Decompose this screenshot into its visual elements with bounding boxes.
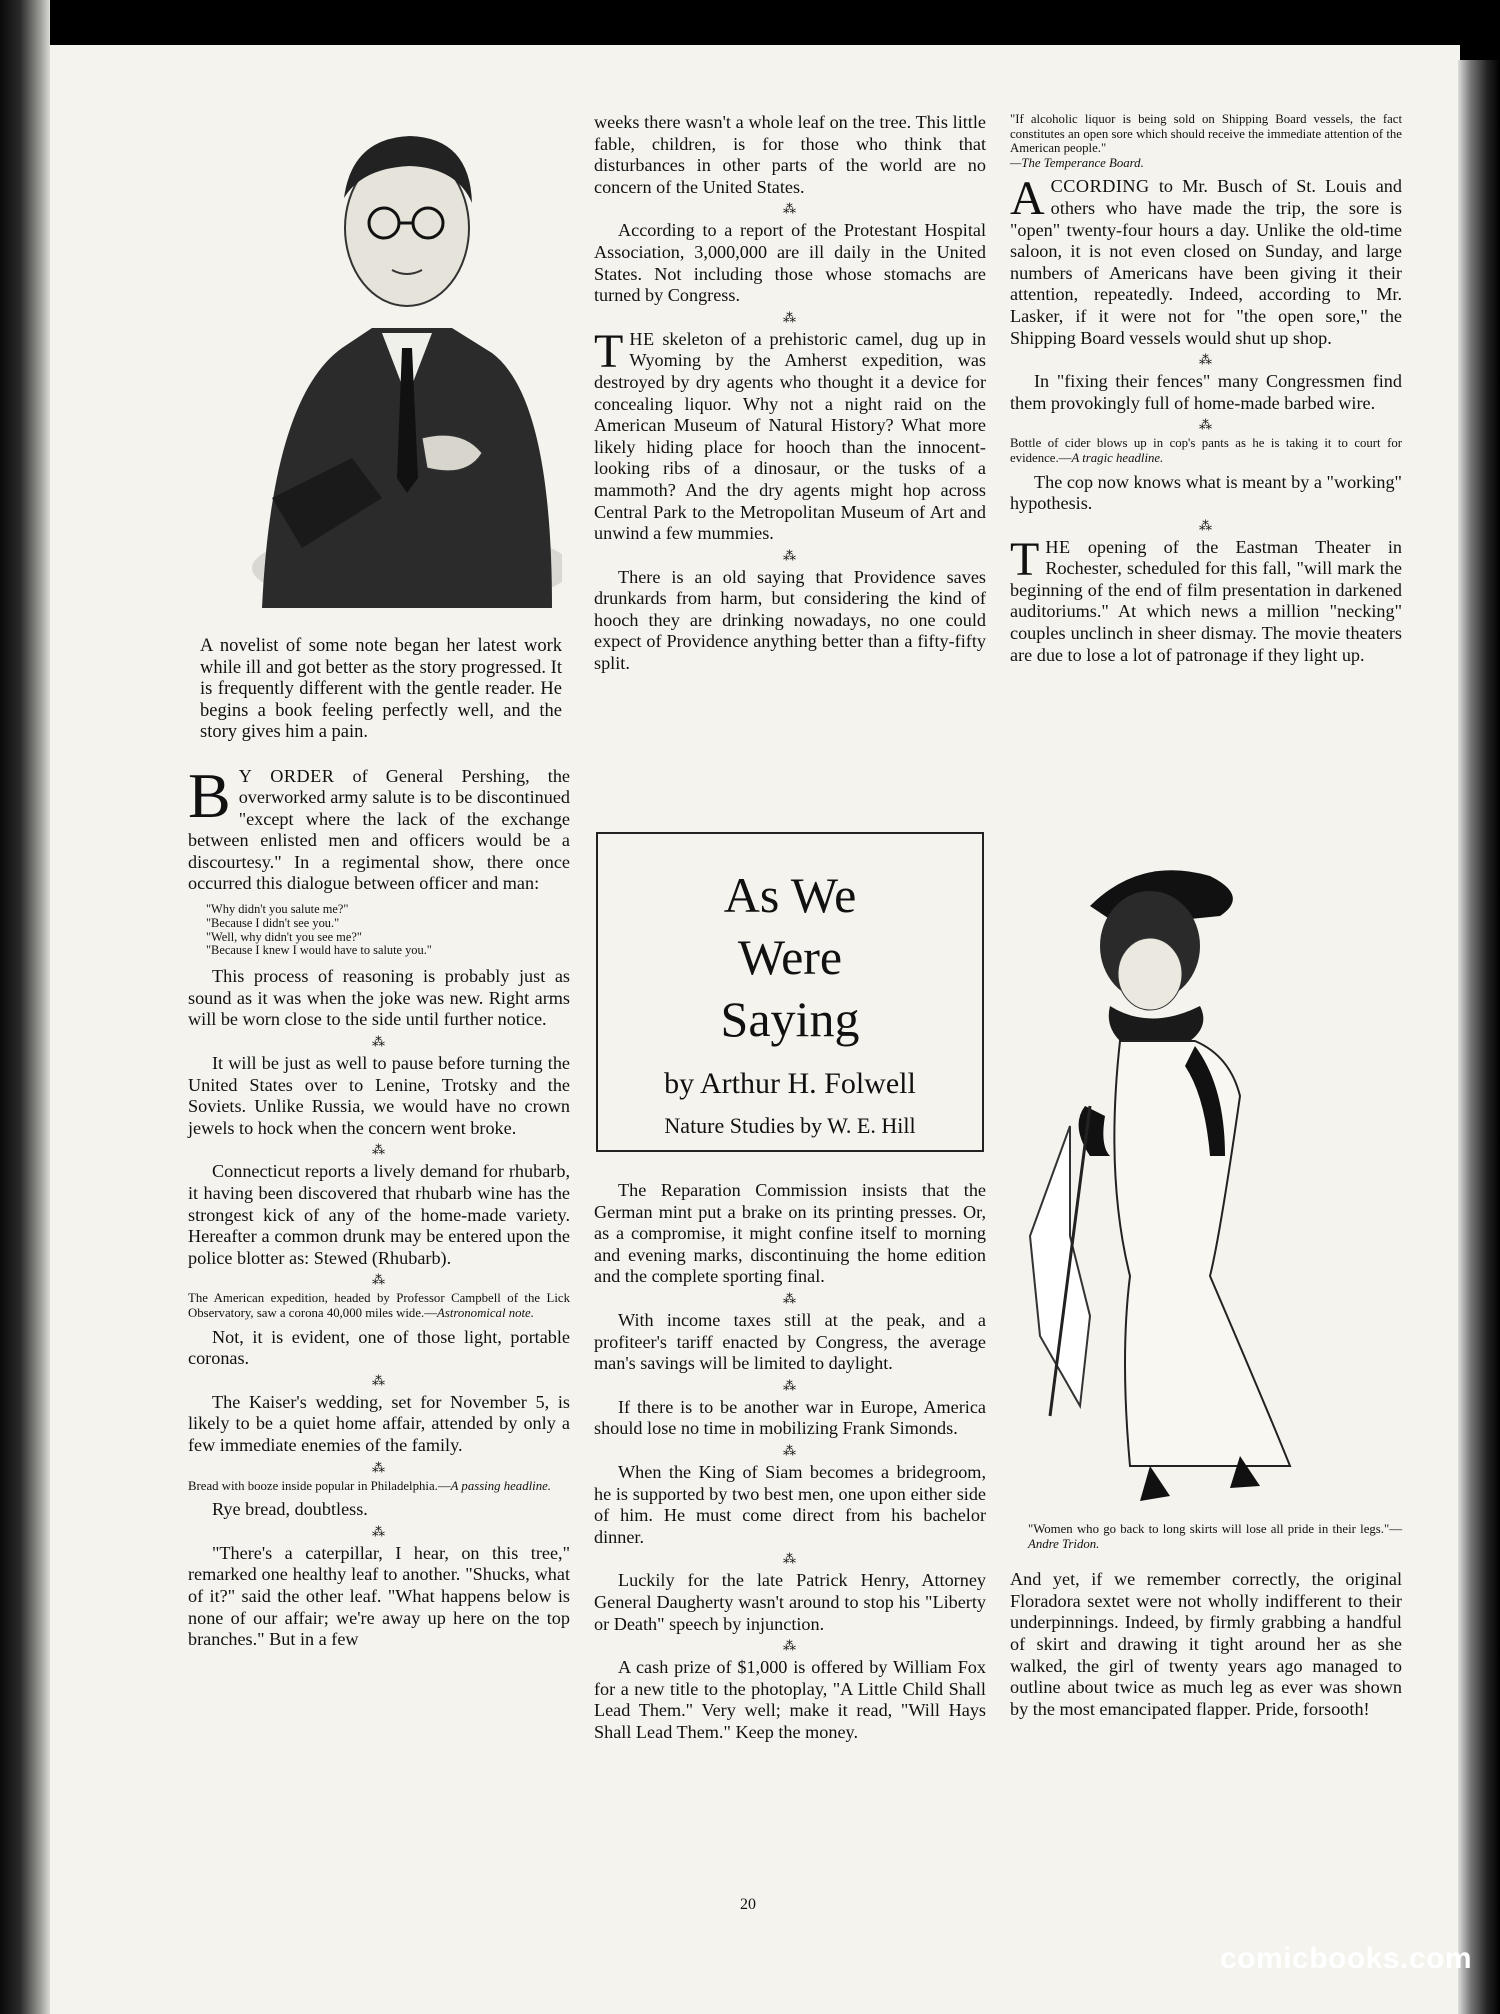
corona-paragraph: Not, it is evident, one of those light, portable coronas. bbox=[188, 1326, 570, 1369]
separator: ⁂ bbox=[783, 1377, 797, 1393]
separator: ⁂ bbox=[1199, 352, 1213, 368]
hospital-paragraph: According to a report of the Protestant Hospital Association, 3,000,000 are ill daily in the United States. Not including those whose stomachs are turned by Congress. bbox=[594, 220, 986, 306]
liquor-quote: "If alcoholic liquor is being sold on Shipping Board vessels, the fact constitutes an open sore which should receive the immediate attention of the American people." bbox=[1010, 112, 1402, 156]
rye-paragraph: Rye bread, doubtless. bbox=[212, 1499, 368, 1520]
article-byline: by Arthur H. Folwell bbox=[664, 1067, 916, 1100]
cop-paragraph: The cop now knows what is meant by a "working" hypothesis. bbox=[1010, 471, 1402, 514]
separator: ⁂ bbox=[783, 1442, 797, 1458]
cider-quote: Bottle of cider blows up in cop's pants as he is taking it to court for evidence.—A tragic headline. bbox=[1010, 436, 1402, 465]
separator: ⁂ bbox=[783, 201, 797, 217]
floradora-paragraph: And yet, if we remember correctly, the original Floradora sextet were not wholly indifferent to their underpinnings. Indeed, by firmly grabbing a handful of skirt and drawing it tight around her as she walked, the girl of twenty years ago managed to outline about twice as much leg as ever was shown by the most emancipated flapper. Pride, forsooth! bbox=[1010, 1569, 1402, 1719]
pershing-paragraph: B Y ORDER of General Pershing, the overworked army salute is to be discontinued "except where the lack of the exchange between enlisted men and officers would be a discourtesy." In a regimental show, there once occurred this dialogue between officer and man: bbox=[188, 759, 570, 894]
drop-cap-t: T bbox=[594, 324, 624, 378]
column-3 bbox=[1010, 112, 1402, 666]
kaiser-paragraph: The Kaiser's wedding, set for November 5, is likely to be a quiet home affair, attended by only a few immediate enemies of the family. bbox=[188, 1391, 570, 1455]
column-2-lower bbox=[594, 1180, 986, 1743]
eastman-paragraph: THE opening of the Eastman Theater in Rochester, scheduled for this fall, "will mark the beginning of the end of film presentation in darkened auditoriums." At which news a million "necking" couples unclinch in sheer dismay. The movie theaters are due to lose a lot of patronage if they light up. bbox=[1010, 532, 1402, 665]
page-number: 20 bbox=[740, 1896, 756, 1913]
camel-paragraph: THE skeleton of a prehistoric camel, dug up in Wyoming by the Amherst expedition, was destroyed by dry agents who thought it a device for concealing liquor. Why not a night raid on the American Museum of Natural History? What more likely hiding place for hooch than the innocent-looking ribs of a dinosaur, or the tusks of a mammoth? And the dry agents might hop across Central Park to the Metropolitan Museum of Art and unwind a few mummies. bbox=[594, 324, 986, 544]
watermark-logo: comicbooks.com bbox=[1220, 1942, 1473, 1975]
war-paragraph: If there is to be another war in Europe, America should lose no time in mobilizing Frank Simonds. bbox=[594, 1396, 986, 1439]
column-1 bbox=[188, 636, 570, 1651]
separator: ⁂ bbox=[1199, 417, 1213, 433]
drop-cap-a: A bbox=[1010, 172, 1045, 226]
separator: ⁂ bbox=[1199, 517, 1213, 533]
income-paragraph: With income taxes still at the peak, and a profiteer's tariff enacted by Congress, the average man's savings will be limited to daylight. bbox=[594, 1309, 986, 1374]
rhubarb-paragraph: Connecticut reports a lively demand for rhubarb, it having been discovered that rhubarb wine has the strongest kick of any of the home-made variety. Hereafter a common drunk may be entered upon the police blotter as: Stewed (Rhubarb). bbox=[188, 1161, 570, 1268]
illustration-man-with-book bbox=[232, 98, 562, 618]
illustrator-credit: Nature Studies by W. E. Hill bbox=[664, 1113, 916, 1138]
separator: ⁂ bbox=[783, 547, 797, 563]
article-title-box bbox=[596, 832, 984, 1152]
lenine-paragraph: It will be just as well to pause before turning the United States over to Lenine, Trotsky and the Soviets. Unlike Russia, we would have no crown jewels to hock when the concern went broke. bbox=[188, 1053, 570, 1138]
separator: ⁂ bbox=[783, 309, 797, 325]
separator: ⁂ bbox=[372, 1372, 386, 1388]
skirt-caption: "Women who go back to long skirts will lose all pride in their legs."—Andre Tridon. bbox=[1028, 1522, 1402, 1551]
separator: ⁂ bbox=[372, 1523, 386, 1539]
separator: ⁂ bbox=[783, 1551, 797, 1567]
separator: ⁂ bbox=[372, 1142, 386, 1158]
fox-paragraph: A cash prize of $1,000 is offered by William Fox for a new title to the photoplay, "A Little Child Shall Lead Them." Very well; make it read, "Will Hays Shall Lead Them." Keep the money. bbox=[594, 1657, 986, 1742]
caterpillar-paragraph: "There's a caterpillar, I hear, on this tree," remarked one healthy leaf to another. "Shucks, what of it?" said the other leaf. "What happens below is none of our affair; we're away up here on the top branches." But in a few bbox=[188, 1542, 570, 1650]
busch-paragraph: ACCORDING to Mr. Busch of St. Louis and others who have made the trip, the sore is "open" twenty-four hours a day. Unlike the old-time saloon, it is not even closed on Sunday, and large numbers of Americans have been giving it their attention, repeatedly. Indeed, according to Mr. Lasker, if it were not for "the open sore," the Shipping Board vessels would shut up shop. bbox=[1010, 172, 1402, 348]
page-edge-right bbox=[1458, 60, 1500, 2014]
reparation-paragraph: The Reparation Commission insists that the German mint put a brake on its printing presses. Or, as a compromise, it might confine itself to morning and evening marks, discontinuing the home edition and the complete sporting final. bbox=[594, 1180, 986, 1287]
article-title: As We Were Saying bbox=[720, 867, 860, 1047]
henry-paragraph: Luckily for the late Patrick Henry, Attorney General Daugherty wasn't around to stop his "Liberty or Death" speech by injunction. bbox=[594, 1570, 986, 1634]
illustration-woman-with-parasol bbox=[1010, 856, 1400, 1516]
liquor-quote-source: —The Temperance Board. bbox=[1010, 155, 1144, 170]
separator: ⁂ bbox=[372, 1034, 386, 1050]
bread-quote: Bread with booze inside popular in Philadelphia.—A passing headline. bbox=[188, 1478, 551, 1493]
column-2 bbox=[594, 112, 986, 675]
weeks-paragraph: weeks there wasn't a whole leaf on the tree. This little fable, children, is for those who think that disturbances in other parts of the world are no concern of the United States. bbox=[594, 112, 986, 197]
column-3-lower bbox=[1010, 1522, 1402, 1720]
illustration-caption-novelist: A novelist of some note began her latest work while ill and got better as the story progressed. It is frequently different with the gentle reader. He begins a book feeling perfectly well, and the story gives him a pain. bbox=[200, 636, 562, 742]
separator: ⁂ bbox=[372, 1459, 386, 1475]
siam-paragraph: When the King of Siam becomes a bridegroom, he is supported by two best men, one upon either side of him. He must come direct from his bachelor dinner. bbox=[594, 1461, 986, 1547]
salute-dialogue: "Why didn't you salute me?" "Because I didn't see you." "Well, why didn't you see me?" "Because I knew I would have to salute you." bbox=[206, 902, 432, 958]
separator: ⁂ bbox=[783, 1638, 797, 1654]
drop-cap-t: T bbox=[1010, 532, 1040, 586]
separator: ⁂ bbox=[372, 1272, 386, 1288]
reasoning-paragraph: This process of reasoning is probably just as sound as it was when the joke was new. Right arms will be worn close to the side until further notice. bbox=[188, 966, 570, 1030]
corona-quote: The American expedition, headed by Professor Campbell of the Lick Observatory, saw a corona 40,000 miles wide.—Astronomical note. bbox=[188, 1291, 570, 1320]
book-spine-shadow bbox=[0, 0, 50, 2014]
drop-cap-b: B bbox=[188, 759, 231, 831]
fences-paragraph: In "fixing their fences" many Congressmen find them provokingly full of home-made barbed wire. bbox=[1010, 371, 1402, 413]
providence-paragraph: There is an old saying that Providence saves drunkards from harm, but considering the kind of hooch they are drinking nowadays, no one could expect of Providence anything better than a fifty-fifty split. bbox=[594, 566, 986, 674]
separator: ⁂ bbox=[783, 1290, 797, 1306]
